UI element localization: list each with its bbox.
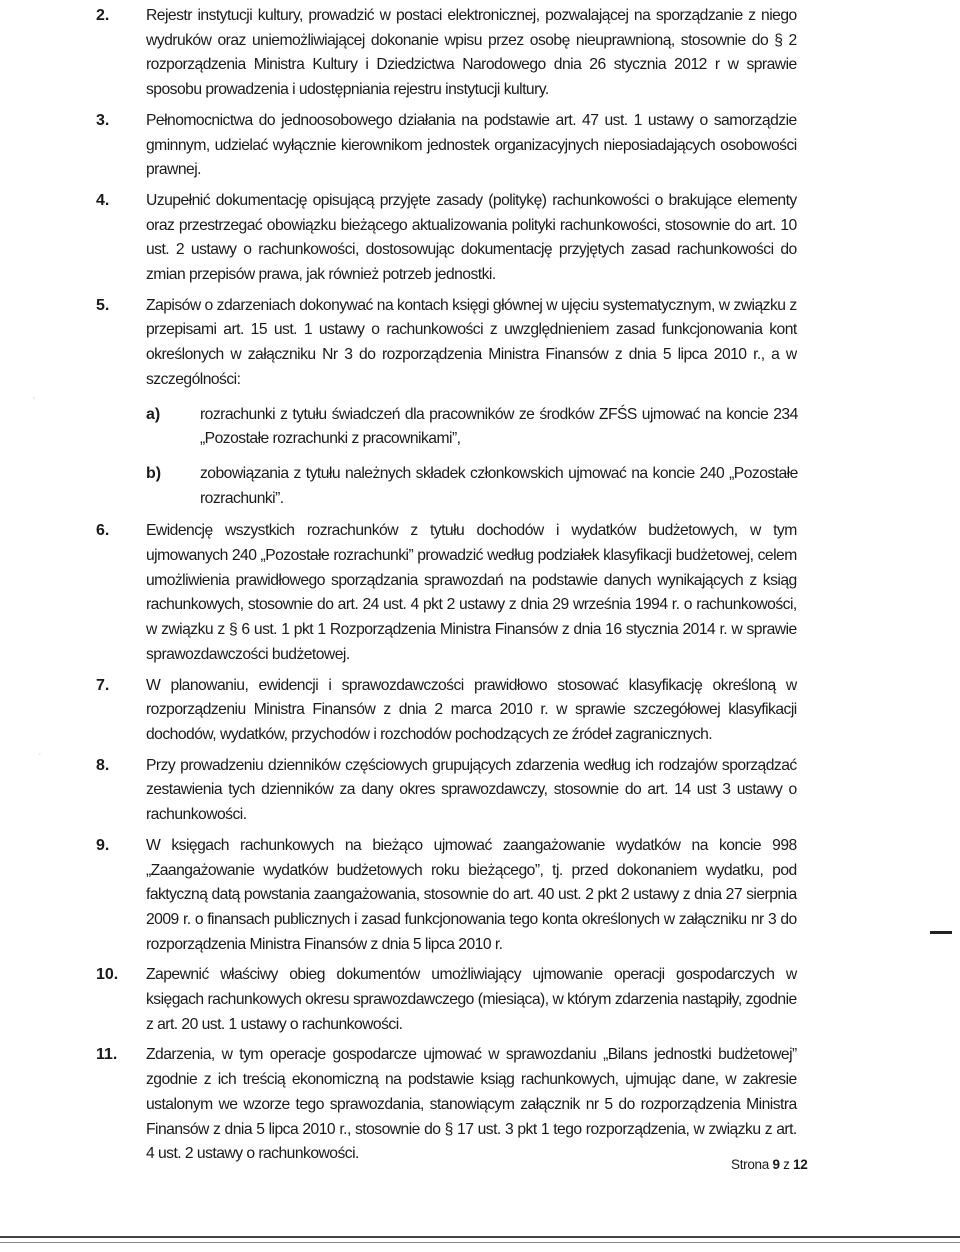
item-text: Zdarzenia, w tym operacje gospodarcze ujmować w sprawozdaniu „Bilans jednostki budżetowej” zgodnie z ich treścią ekonomiczną na podstawie ksiąg rachunkowych, ujmując dane, w zakresie ustalonym we wzorze tego sprawozdania, stanowiącym załącznik nr 5 do rozporządzenia Ministra Finansów z dnia 5 lipca 2010 r., stosownie do § 17 ust. 3 pkt 1 tego rozporządzenia, w związku z art. 4 ust. 2 ustawy o rachunkowości. [146,1046,797,1163]
bottom-border [0,1236,960,1238]
item-number: 10. [96,966,119,984]
scan-speck: · [32,392,36,404]
footer-prefix: Strona [731,1157,769,1172]
item-text: Zapewnić właściwy obieg dokumentów umożliwiający ujmowanie operacji gospodarczych w księgach rachunkowych okresu sprawozdawczego (miesiąca), w którym zdarzenia nastąpiły, zgodnie z art. 20 ust. 1 ustawy o rachunkowości. [146,966,797,1033]
bottom-border-thin [0,1242,960,1243]
item-text: W planowaniu, ewidencji i sprawozdawczości prawidłowo stosować klasyfikację określoną w rozporządzeniu Ministra Finansów z dnia 2 marca 2010 r. w sprawie szczegółowej klasyfikacji dochodów, wydatków, przychodów i rozchodów pochodzących ze źródeł zagranicznych. [146,676,797,743]
item-number: 6. [96,522,110,540]
item-number: 5. [96,296,110,314]
footer-total-pages: 12 [793,1157,808,1172]
item-text: Pełnomocnictwa do jednoosobowego działania na podstawie art. 47 ust. 1 ustawy o samorządzie gminnym, udzielać wyłącznie kierownikom jednostek organizacyjnych nieposiadających osobowości prawnej. [146,111,797,179]
item-number: 2. [96,7,110,24]
item-number: 9. [96,836,110,854]
sub-item-label: a) [146,405,161,423]
page-footer [731,1157,807,1172]
list-item [96,754,810,828]
sub-item-text: zobowiązania z tytułu należnych składek członkowskich ujmować na koncie 240 „Pozostałe rozrachunki”. [200,464,798,507]
list-item [96,963,810,1037]
item-number: 3. [96,111,110,129]
item-number: 8. [96,756,110,774]
list-item [96,4,810,103]
sub-item [146,462,810,511]
item-text: Rejestr instytucji kultury, prowadzić w postaci elektronicznej, pozwalającej na sporządzanie z niego wydruków oraz uniemożliwiającej dokonanie wpisu przez osobę nieuprawnioną, stosownie do § 2 rozporządzenia Ministra Kultury i Dziedzictwa Narodowego dnia 26 stycznia 2012 r w sprawie sposobu prowadzenia i udostępniania rejestru instytucji kultury. [146,7,797,99]
item-text: Zapisów o zdarzeniach dokonywać na kontach księgi głównej w ujęciu systematycznym, w związku z przepisami art. 15 ust. 1 ustawy o rachunkowości z uwzględnieniem zasad funkcjonowania kont określonych w załączniku Nr 3 do rozporządzenia Ministra Finansów z dnia 5 lipca 2010 r., a w szczególności: [146,296,797,388]
sub-item-text: rozrachunki z tytułu świadczeń dla pracowników ze środków ZFŚS ujmować na koncie 234 „Pozostałe rozrachunki z pracownikami”, [200,405,798,448]
margin-dash [930,931,952,934]
list-item [96,1043,810,1167]
list-item [96,674,810,748]
scan-speck: · [38,748,42,760]
list-item [96,294,810,512]
item-number: 4. [96,191,110,209]
item-text: Ewidencję wszystkich rozrachunków z tytułu dochodów i wydatków budżetowych, w tym ujmowanych 240 „Pozostałe rozrachunki” prowadzić według podziałek klasyfikacji budżetowej, celem umożliwienia prawidłowego sporządzania sprawozdań na podstawie danych wynikających z ksiąg rachunkowych, stosownie do art. 24 ust. 4 pkt 2 ustawy z dnia 29 września 1994 r. o rachunkowości, w związku z § 6 ust. 1 pkt 1 Rozporządzenia Ministra Finansów z dnia 16 stycznia 2014 r. w sprawie sprawozdawczości budżetowej. [146,522,797,663]
item-text: W księgach rachunkowych na bieżąco ujmować zaangażowanie wydatków na koncie 998 „Zaangażowanie wydatków budżetowych roku bieżącego”, tj. przed dokonaniem wydatku, pod faktyczną datą powstania zaangażowania, stosownie do art. 40 ust. 2 pkt 2 ustawy z dnia 27 sierpnia 2009 r. o finansach publicznych i zasad funkcjonowania tego konta określonych w załączniku nr 3 do rozporządzenia Ministra Finansów z dnia 5 lipca 2010 r. [146,836,797,953]
item-number: 11. [96,1046,118,1064]
recommendations-list [96,4,810,1173]
item-number: 7. [96,676,110,694]
item-text: Uzupełnić dokumentację opisującą przyjęte zasady (politykę) rachunkowości o brakujące elementy oraz przestrzegać obowiązku bieżącego aktualizowania polityki rachunkowości, stosownie do art. 10 ust. 2 ustawy o rachunkowości, dostosowując dokumentację przyjętych zasad rachunkowości do zmian przepisów prawa, jak również potrzeb jednostki. [146,191,797,284]
sub-item [146,403,810,452]
sub-item-label: b) [146,464,162,482]
list-item [96,109,810,183]
list-item [96,834,810,958]
footer-separator: z [783,1157,790,1172]
list-item [96,189,810,288]
list-item [96,519,810,667]
footer-page-number: 9 [772,1157,780,1172]
item-text: Przy prowadzeniu dzienników częściowych grupujących zdarzenia według ich rodzajów sporządzać zestawienia tych dzienników za dany okres sprawozdawczy, stosownie do art. 14 ust 3 ustawy o rachunkowości. [146,756,797,824]
